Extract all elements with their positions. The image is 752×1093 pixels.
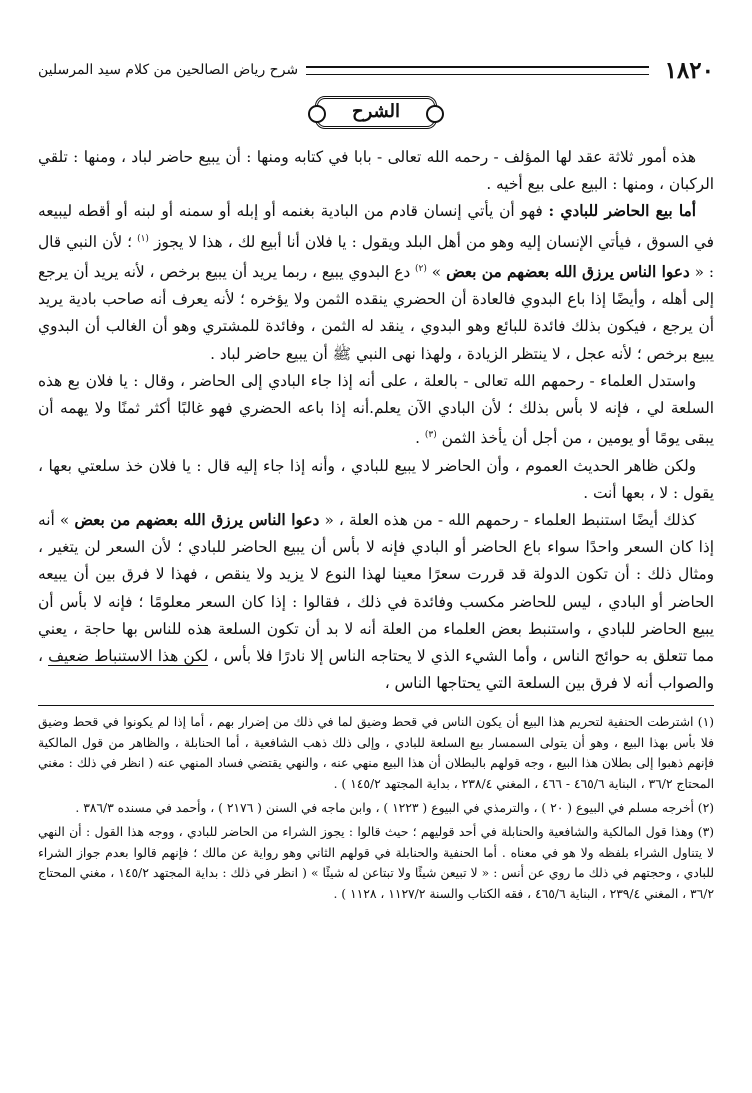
header-rule xyxy=(306,66,648,75)
page-number: ١٨٢٠ xyxy=(664,56,714,84)
footnote-ref-1: (١) xyxy=(137,233,149,244)
section-title-wrap xyxy=(38,96,714,138)
paragraph-text: » xyxy=(426,263,447,281)
paragraph-text: واستدل العلماء - رحمهم الله تعالى - بالعلة ، على أنه إذا جاء البادي إلى الحاضر ، وقال : يا فلان بع هذه السلعة لي ، فإنه لا بأس بذلك ؛ لأن البادي الآن يعلم.أنه إذا باعه الحضري فهو غالبًا أكثر ثمنًا ولا يهمه أن يبقى يومًا أو يومين ، من أجل أن يأخذ الثمن xyxy=(38,371,714,448)
section-title: الشرح xyxy=(315,96,437,129)
book-title: شرح رياض الصالحين من كلام سيد المرسلين xyxy=(38,62,299,78)
paragraph-text: ؛ لأن النبي قال : « xyxy=(38,232,714,281)
footnote-3: (٣) وهذا قول المالكية والشافعية والحنابلة في أحد قوليهم ؛ حيث قالوا : يجوز الشراء من الحاضر للبادي ، ووجه هذا القول : أن النهي لا يتناول الشراء بلفظه ولا هو في معناه . أما الحنفية والحنابلة في قولهم الثاني وهو رواية عن مالك ؛ فإنهم قالوا بعدم جواز الشراء للبادي ، وحجتهم في ذلك ما روي عن أنس : « لا تبيعن شيئًا ولا تبتاعن له شيئًا » ( انظر في ذلك : بداية المجتهد ١٤٥/٢ ، مغني المحتاج ٣٦/٢ ، المغني ٢٣٩/٤ ، البناية ٤٦٥/٦ ، فقه الكتاب والسنة ١١٢٧/٢ ، ١١٢٨ ) . xyxy=(38,825,715,901)
footnotes xyxy=(38,712,714,904)
page-content xyxy=(38,56,714,904)
paragraph-text: ، والصواب أنه لا فرق بين السلعة التي يحتاجها الناس ، xyxy=(38,646,714,693)
bold-lead: أما بيع الحاضر للبادي : xyxy=(548,202,697,221)
hadith-quote: دعوا الناس يرزق الله بعضهم من بعض xyxy=(446,263,690,281)
footnote-ref-2: (٢) xyxy=(415,263,427,274)
paragraph-5 xyxy=(38,507,714,697)
paragraph-text: . xyxy=(415,429,425,448)
paragraph-text: دع البدوي يبيع ، ربما يريد أن يبيع برخص ، لأنه يريد أن يرجع إلى أهله ، وأيضًا إذا باع البدوي فالعادة أن الحضري ينقده الثمن ولا يؤخره ؛ لأنه يعرف أنه صاحب بادية يريد أن يرجع ، فيكون بذلك فائدة للبائع وهو البدوي ، ينقد له الثمن ، وفائدة للمشتري وهو أن الغالب أن البدوي يبيع برخص ؛ لأنه عجل ، لا ينتظر الزيادة ، ولهذا نهى النبي ﷺ أن يبيع حاضر لباد . xyxy=(38,263,714,363)
paragraph-text: كذلك أيضًا استنبط العلماء - رحمهم الله - من هذه العلة ، « xyxy=(319,510,696,529)
page-header xyxy=(38,56,714,84)
footnote-2: (٢) أخرجه مسلم في البيوع ( ٢٠ ) ، والترمذي في البيوع ( ١٢٢٣ ) ، وابن ماجه في السنن ( ٢١٧٦ ) ، وأحمد في مسنده ٣٨٦/٣ . xyxy=(75,800,714,815)
hadith-quote: دعوا الناس يرزق الله بعضهم من بعض xyxy=(74,510,320,529)
footnote-1: (١) اشترطت الحنفية لتحريم هذا البيع أن يكون الناس في قحط وضيق لما في ذلك من إضرار بهم ، أما إذا لم يكونوا في قحط وضيق فلا بأس بهذا البيع ، وهو أن يتولى السمسار بيع السلعة للبادي ، وإلى ذلك ذهب الشافعية ، أما الحنابلة ، والظاهر من قول المالكية فإنهم ذهبوا إلى بطلان هذا البيع ، وجه قولهم بالبطلان أن هذا البيع منهي عنه ، والنهي يقتضي فساد المنهي عنه ( انظر في ذلك : مغني المحتاج ٣٦/٢ ، البناية ٤٦٥/٦ - ٤٦٦ ، المغني ٢٣٨/٤ ، بداية المجتهد ١٤٥/٢ ) . xyxy=(38,715,714,791)
paragraph-text: فهو أن يأتي إنسان قادم من البادية بغنمه أو إبله أو سمنه أو لبنه أو أقطه ليبيعه في السوق ، فيأتي الإنسان إليه وهو من أهل البلد ويقول : يا فلان أنا أبيع لك ، هذا لا يجوز xyxy=(38,202,714,251)
paragraph-1: هذه أمور ثلاثة عقد لها المؤلف - رحمه الله تعالى - بابا في كتابه ومنها : أن يبيع حاضر لباد ، ومنها : تلقي الركبان ، ومنها : البيع على بيع أخيه . xyxy=(38,148,714,194)
footnote-separator xyxy=(38,705,714,706)
paragraph-text: » أنه إذا كان السعر واحدًا سواء باع الحاضر أو البادي فإنه لا بأس أن يبيع الحاضر للبادي ؛ لأن السعر لن يتغير ، ومثال ذلك : أن تكون الدولة قد قررت سعرًا معينا لهذا النوع لا يزيد ولا ينقص ، فهذا لا فرق بين أن يبيعه الحاضر أو البادي ، ليس للحاضر مكسب وفائدة في ذلك ، فقالوا : إذا كان السعر معلومًا ؛ فإنه لا بأس أن يبيع الحاضر للبادي ، واستنبط بعض العلماء من العلة أنه لا بد أن تكون السلعة هذه للناس بها حاجة ، يعني مما تتعلق به حوائج الناس ، وأما الشيء الذي لا يحتاجه الناس إلا نادرًا فلا بأس ، xyxy=(38,510,715,665)
footnote-ref-3: (٣) xyxy=(424,430,437,441)
paragraph-4: ولكن ظاهر الحديث العموم ، وأن الحاضر لا يبيع للبادي ، وأنه إذا جاء إليه قال : يا فلان خذ سلعتي بعها ، يقول : لا ، بعها أنت . xyxy=(38,456,714,502)
main-text xyxy=(38,144,714,697)
paragraph-3 xyxy=(38,368,714,453)
underlined-phrase: لكن هذا الاستنباط ضعيف xyxy=(48,646,209,665)
paragraph-2 xyxy=(38,198,714,367)
